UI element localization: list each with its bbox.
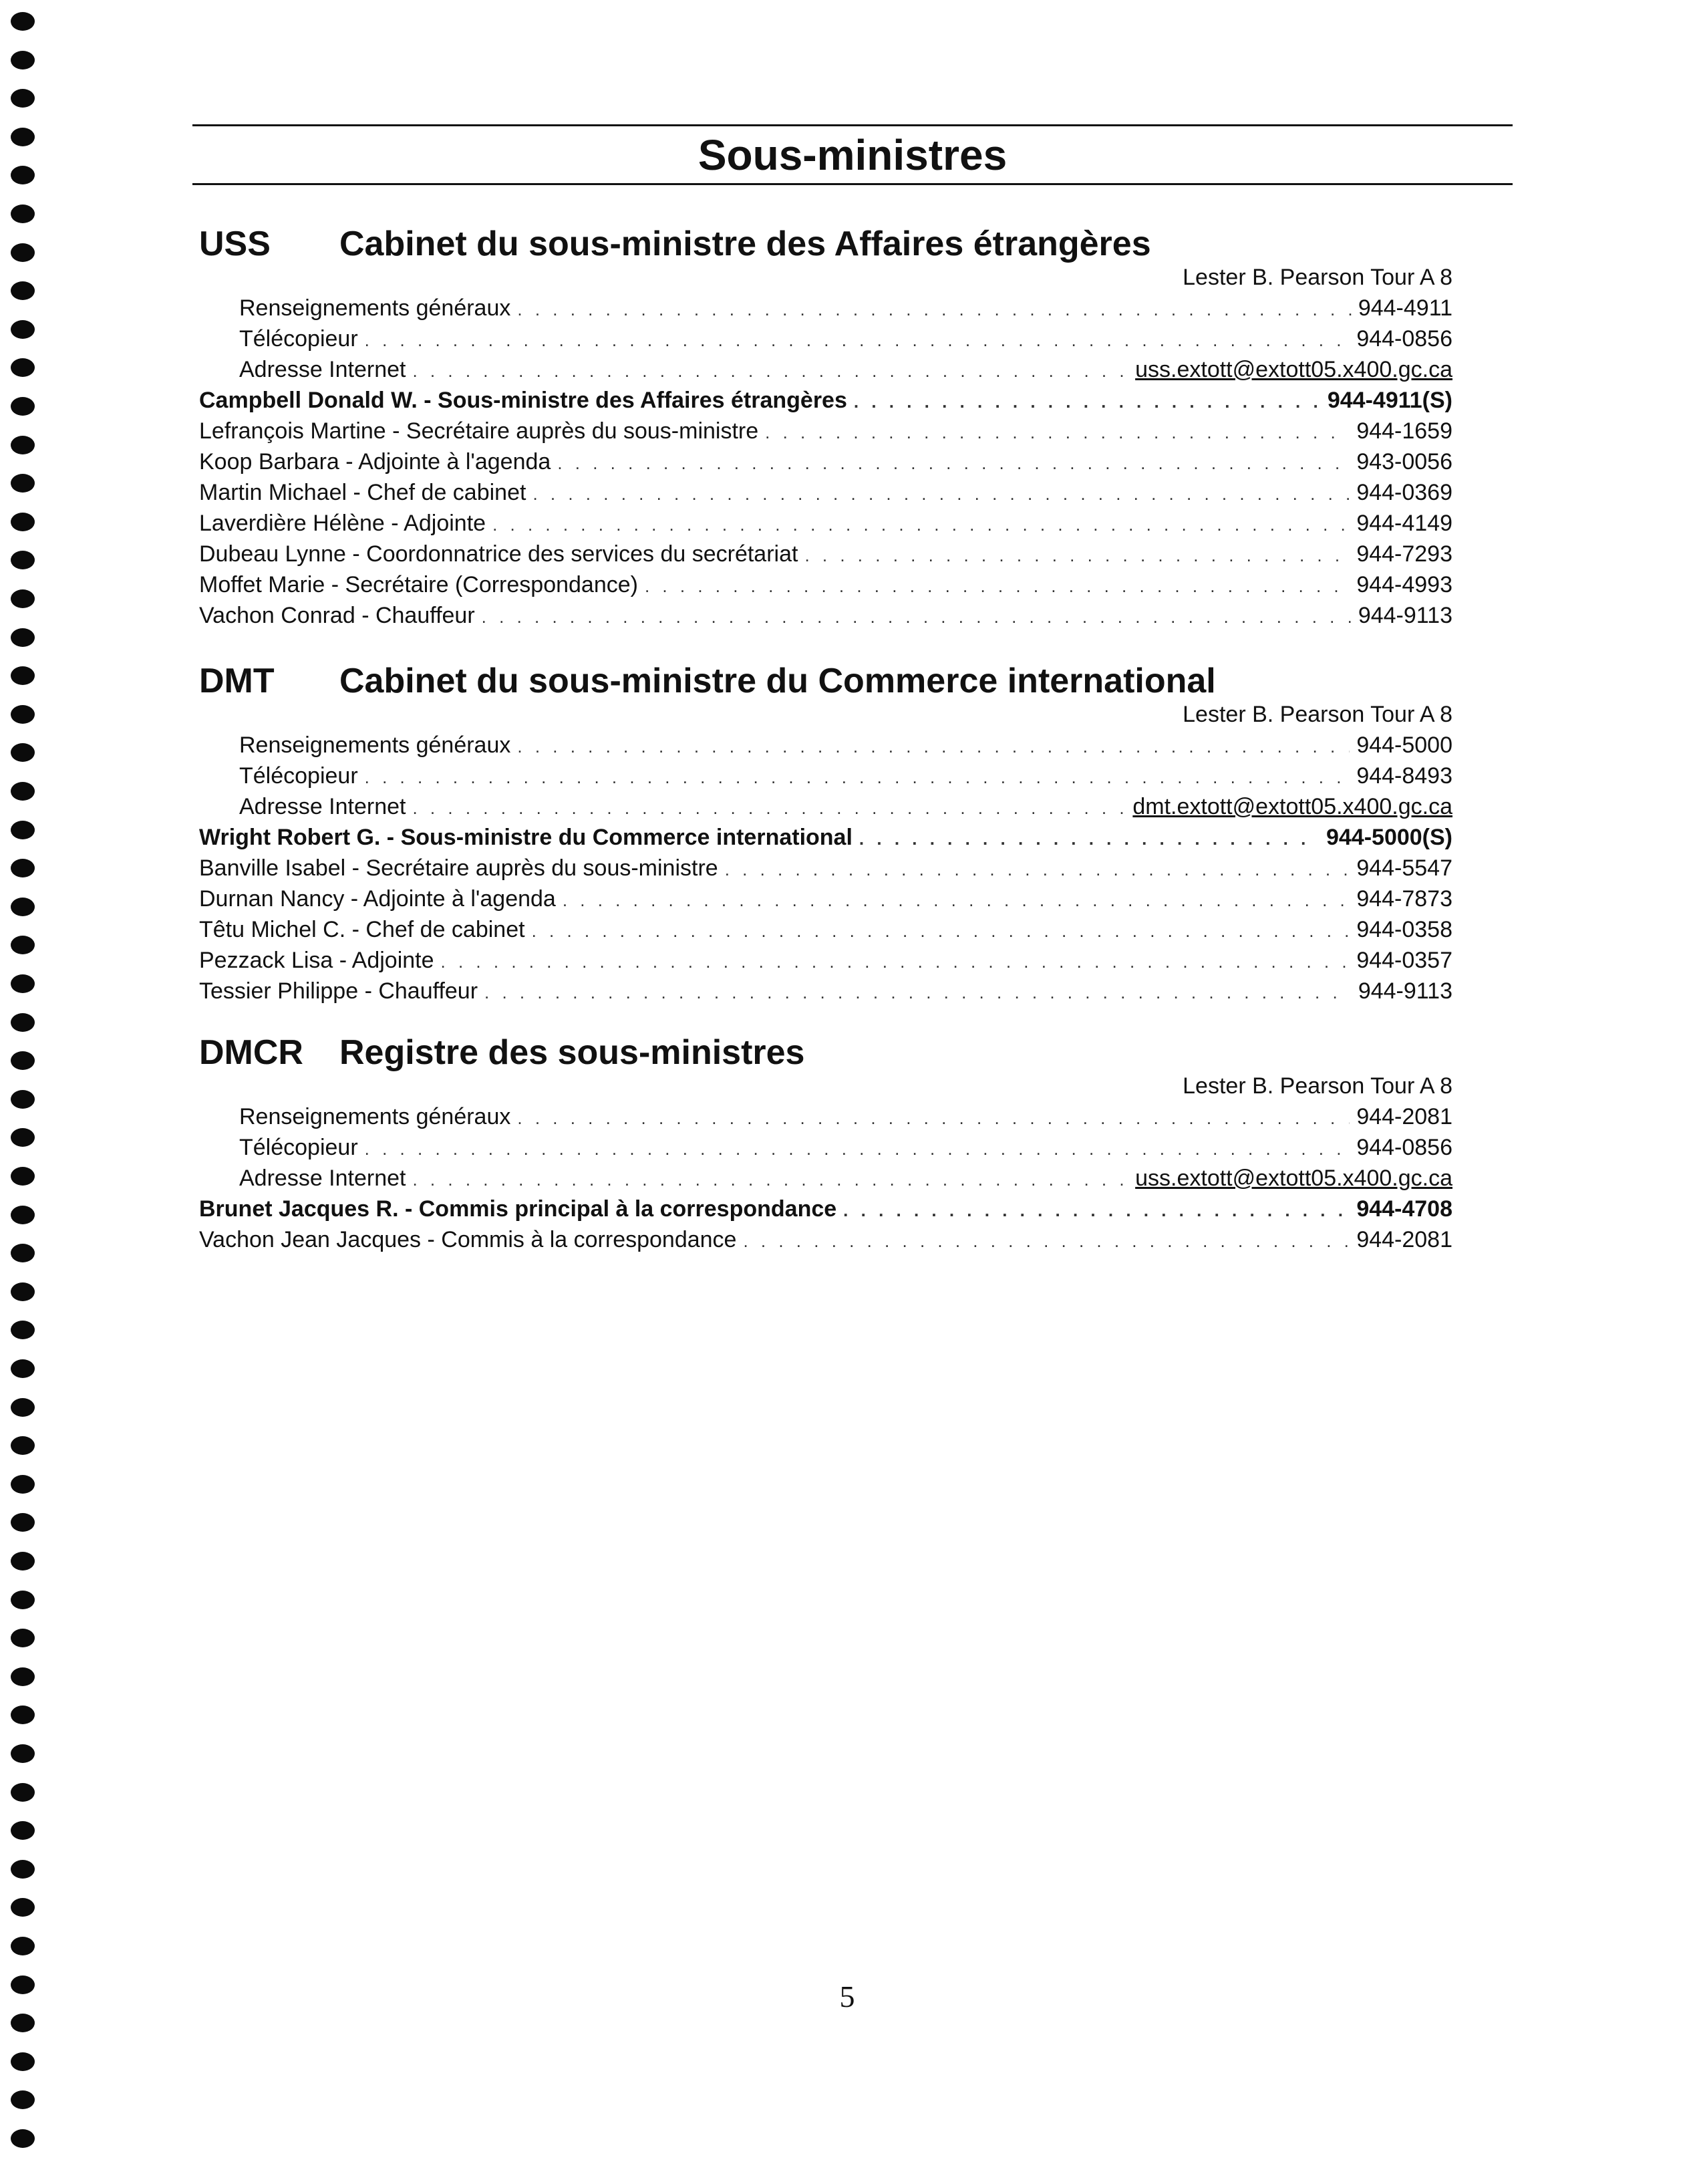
- person-name-title: Vachon Jean Jacques - Commis à la correspondance: [199, 1227, 737, 1252]
- dot-leader: [645, 571, 1350, 600]
- general-info-row: [239, 730, 1452, 761]
- section-code: DMCR: [199, 1033, 303, 1072]
- dot-leader: [532, 916, 1350, 945]
- title-top-rule: [192, 124, 1513, 126]
- binder-hole: [11, 1321, 35, 1339]
- dot-leader: [532, 479, 1350, 508]
- binder-hole: [11, 1436, 35, 1455]
- row-label: Renseignements généraux: [239, 295, 511, 321]
- section-location: Lester B. Pearson Tour A 8: [1183, 702, 1452, 727]
- phone-number: 944-7873: [1356, 886, 1452, 912]
- email-row: [239, 354, 1452, 385]
- binder-hole: [11, 12, 35, 31]
- person-name-title: Koop Barbara - Adjointe à l'agenda: [199, 449, 551, 474]
- general-info-row: [239, 1101, 1452, 1132]
- row-label: Renseignements généraux: [239, 1104, 511, 1129]
- section-name: Registre des sous-ministres: [339, 1033, 805, 1072]
- phone-number: 944-9113: [1358, 603, 1452, 628]
- page-title: Sous-ministres: [698, 131, 1008, 179]
- person-name-title: Martin Michael - Chef de cabinet: [199, 480, 526, 505]
- person-name-title: Laverdière Hélène - Adjointe: [199, 511, 486, 536]
- binder-hole: [11, 397, 35, 416]
- dot-leader: [563, 885, 1350, 914]
- binder-hole: [11, 204, 35, 223]
- binder-hole: [11, 1398, 35, 1417]
- person-row: [199, 1224, 1452, 1255]
- dot-leader: [412, 356, 1128, 385]
- phone-number: 944-0369: [1356, 480, 1452, 505]
- section-dmcr: [199, 1029, 1452, 1256]
- person-row: [199, 508, 1452, 539]
- binder-hole: [11, 898, 35, 916]
- section-code: USS: [199, 225, 271, 263]
- section-location: Lester B. Pearson Tour A 8: [1183, 1073, 1452, 1099]
- binder-hole: [11, 436, 35, 454]
- binder-hole: [11, 705, 35, 724]
- phone-number: 944-4993: [1356, 572, 1452, 597]
- binder-holes: [11, 12, 37, 2177]
- binder-hole: [11, 1206, 35, 1224]
- phone-number: 944-5000: [1356, 732, 1452, 758]
- binder-hole: [11, 1475, 35, 1494]
- binder-hole: [11, 51, 35, 70]
- title-bottom-rule: [192, 183, 1513, 185]
- email-link[interactable]: uss.extott@extott05.x400.gc.ca: [1135, 357, 1452, 382]
- binder-hole: [11, 2014, 35, 2032]
- dot-leader: [517, 294, 1351, 323]
- binder-hole: [11, 1860, 35, 1879]
- binder-hole: [11, 1744, 35, 1763]
- phone-number: 944-1659: [1356, 418, 1452, 444]
- row-label: Télécopieur: [239, 326, 358, 352]
- binder-hole: [11, 936, 35, 954]
- phone-number: 944-4911(S): [1327, 388, 1452, 413]
- phone-number: 944-5547: [1356, 855, 1452, 881]
- person-name-title: Vachon Conrad - Chauffeur: [199, 603, 475, 628]
- person-name-title: Moffet Marie - Secrétaire (Correspondance): [199, 572, 638, 597]
- binder-hole: [11, 1937, 35, 1955]
- person-row: [199, 945, 1452, 976]
- phone-number: 944-7293: [1356, 541, 1452, 567]
- binder-hole: [11, 243, 35, 262]
- phone-number: 943-0056: [1356, 449, 1452, 474]
- person-row: [199, 883, 1452, 914]
- dot-leader: [517, 1103, 1350, 1132]
- binder-hole: [11, 320, 35, 339]
- person-name-title: Tessier Philippe - Chauffeur: [199, 978, 478, 1004]
- dot-leader: [412, 793, 1126, 822]
- binder-hole: [11, 1013, 35, 1032]
- binder-hole: [11, 1167, 35, 1186]
- person-row: [199, 446, 1452, 477]
- section-name: Cabinet du sous-ministre du Commerce international: [339, 662, 1216, 700]
- fax-row: [239, 323, 1452, 354]
- binder-hole: [11, 1591, 35, 1609]
- fax-number: 944-0856: [1356, 1135, 1452, 1160]
- dot-leader: [517, 731, 1350, 761]
- binder-hole: [11, 589, 35, 608]
- section-dmt: [199, 658, 1452, 1004]
- binder-hole: [11, 128, 35, 146]
- binder-hole: [11, 551, 35, 569]
- phone-number: 944-2081: [1356, 1104, 1452, 1129]
- person-row: [199, 477, 1452, 508]
- row-label: Adresse Internet: [239, 357, 406, 382]
- section-code: DMT: [199, 662, 275, 700]
- person-row: [199, 976, 1452, 1006]
- person-name-title: Wright Robert G. - Sous-ministre du Commerce international: [199, 825, 853, 850]
- row-label: Renseignements généraux: [239, 732, 511, 758]
- row-label: Adresse Internet: [239, 1166, 406, 1191]
- dot-leader: [804, 540, 1350, 569]
- person-name-title: Campbell Donald W. - Sous-ministre des Affaires étrangères: [199, 388, 847, 413]
- person-row: [199, 914, 1452, 945]
- person-name-title: Banville Isabel - Secrétaire auprès du sous-ministre: [199, 855, 718, 881]
- binder-hole: [11, 1629, 35, 1647]
- binder-hole: [11, 1975, 35, 1994]
- binder-hole: [11, 666, 35, 685]
- dot-leader: [365, 325, 1350, 354]
- general-info-row: [239, 293, 1452, 323]
- email-row: [239, 1163, 1452, 1194]
- binder-hole: [11, 1898, 35, 1917]
- phone-number: 944-0357: [1356, 948, 1452, 973]
- person-row: [199, 539, 1452, 569]
- dot-leader: [365, 762, 1350, 791]
- dot-leader: [854, 386, 1321, 416]
- binder-hole: [11, 281, 35, 300]
- binder-hole: [11, 1783, 35, 1802]
- binder-hole: [11, 821, 35, 839]
- phone-number: 944-9113: [1358, 978, 1452, 1004]
- row-label: Adresse Internet: [239, 794, 406, 819]
- row-label: Télécopieur: [239, 763, 358, 789]
- binder-hole: [11, 2090, 35, 2109]
- binder-hole: [11, 1552, 35, 1571]
- person-row-head: [199, 385, 1452, 416]
- dot-leader: [725, 854, 1350, 883]
- binder-hole: [11, 2129, 35, 2148]
- email-row: [239, 791, 1452, 822]
- binder-hole: [11, 1513, 35, 1532]
- binder-hole: [11, 513, 35, 531]
- dot-leader: [743, 1226, 1350, 1255]
- binder-hole: [11, 782, 35, 801]
- binder-hole: [11, 859, 35, 877]
- binder-hole: [11, 2052, 35, 2071]
- section-location: Lester B. Pearson Tour A 8: [1183, 265, 1452, 290]
- dot-leader: [484, 977, 1352, 1006]
- phone-number: 944-5000(S): [1326, 825, 1452, 850]
- binder-hole: [11, 1359, 35, 1378]
- dot-leader: [843, 1195, 1350, 1224]
- person-row: [199, 853, 1452, 883]
- binder-hole: [11, 1282, 35, 1301]
- binder-hole: [11, 1667, 35, 1686]
- fax-row: [239, 761, 1452, 791]
- phone-number: 944-4149: [1356, 511, 1452, 536]
- binder-hole: [11, 166, 35, 184]
- dot-leader: [482, 601, 1352, 631]
- binder-hole: [11, 1244, 35, 1262]
- fax-row: [239, 1132, 1452, 1163]
- binder-hole: [11, 1821, 35, 1840]
- fax-number: 944-0856: [1356, 326, 1452, 352]
- binder-hole: [11, 974, 35, 993]
- phone-number: 944-4708: [1356, 1196, 1452, 1222]
- person-row: [199, 416, 1452, 446]
- person-row: [199, 569, 1452, 600]
- dot-leader: [441, 946, 1350, 976]
- person-name-title: Durnan Nancy - Adjointe à l'agenda: [199, 886, 556, 912]
- person-name-title: Brunet Jacques R. - Commis principal à la correspondance: [199, 1196, 837, 1222]
- binder-hole: [11, 1705, 35, 1724]
- binder-hole: [11, 628, 35, 647]
- person-row-head: [199, 822, 1452, 853]
- dot-leader: [412, 1164, 1128, 1194]
- dot-leader: [492, 509, 1350, 539]
- page-number: 5: [839, 1980, 855, 2014]
- binder-hole: [11, 1090, 35, 1109]
- person-name-title: Dubeau Lynne - Coordonnatrice des services du secrétariat: [199, 541, 798, 567]
- section-uss: [199, 221, 1452, 628]
- dot-leader: [365, 1133, 1350, 1163]
- dot-leader: [765, 417, 1350, 446]
- person-row: [199, 600, 1452, 631]
- person-name-title: Têtu Michel C. - Chef de cabinet: [199, 917, 525, 942]
- binder-hole: [11, 743, 35, 762]
- binder-hole: [11, 358, 35, 377]
- email-link[interactable]: uss.extott@extott05.x400.gc.ca: [1135, 1166, 1452, 1191]
- binder-hole: [11, 1051, 35, 1070]
- binder-hole: [11, 1128, 35, 1147]
- person-name-title: Lefrançois Martine - Secrétaire auprès du sous-ministre: [199, 418, 759, 444]
- binder-hole: [11, 89, 35, 108]
- person-row-head: [199, 1194, 1452, 1224]
- dot-leader: [557, 448, 1350, 477]
- phone-number: 944-2081: [1356, 1227, 1452, 1252]
- phone-number: 944-4911: [1358, 295, 1452, 321]
- row-label: Télécopieur: [239, 1135, 358, 1160]
- section-name: Cabinet du sous-ministre des Affaires étrangères: [339, 225, 1151, 263]
- email-link[interactable]: dmt.extott@extott05.x400.gc.ca: [1132, 794, 1452, 819]
- dot-leader: [859, 823, 1320, 853]
- phone-number: 944-0358: [1356, 917, 1452, 942]
- fax-number: 944-8493: [1356, 763, 1452, 789]
- person-name-title: Pezzack Lisa - Adjointe: [199, 948, 434, 973]
- binder-hole: [11, 474, 35, 493]
